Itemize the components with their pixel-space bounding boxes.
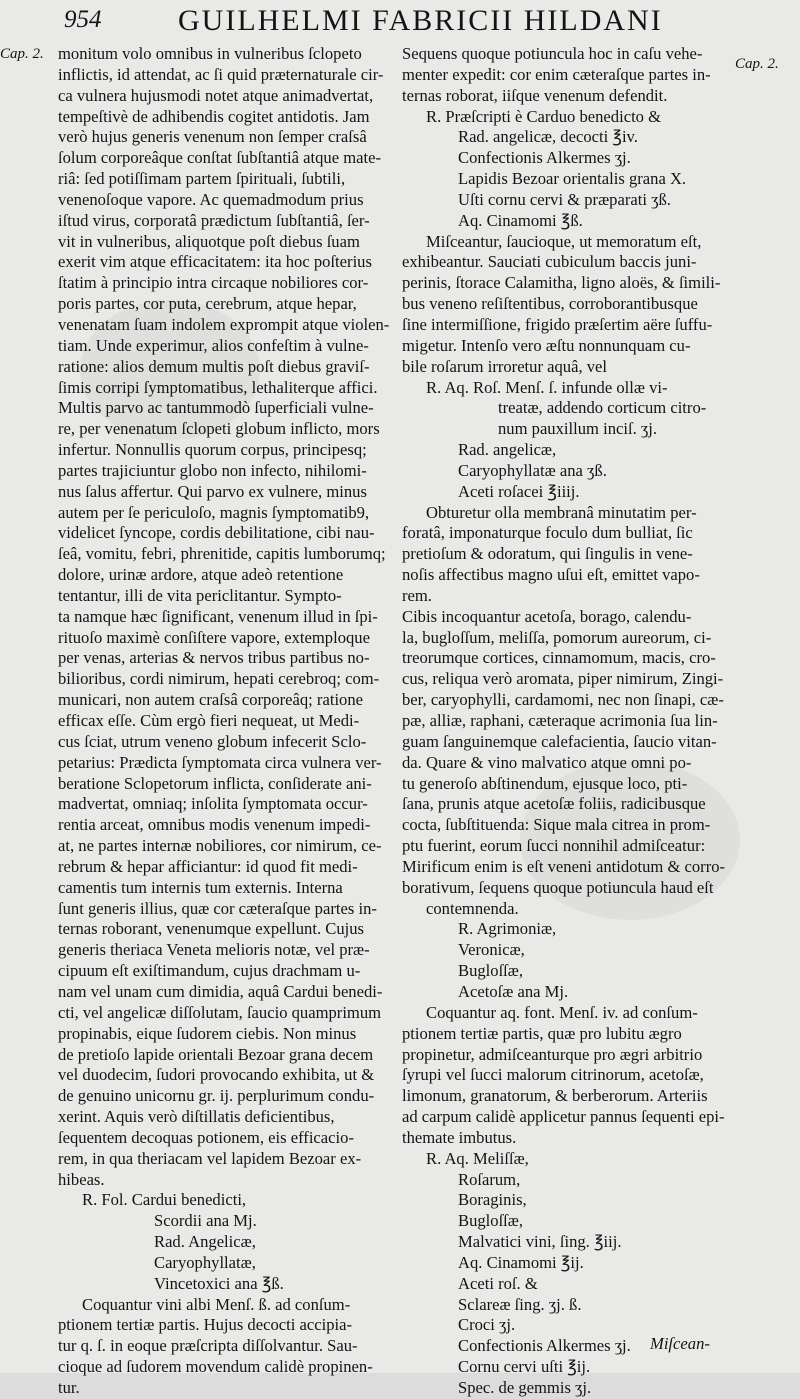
text-line: Aceti roſacei ℥iiij. xyxy=(458,481,580,501)
text-line: ta namque hæc ſignificant, venenum illud in ſpi- xyxy=(58,606,378,626)
text-line: Acetoſæ ana Mj. xyxy=(458,981,569,1001)
text-line: ſunt generis illius, quæ cor cæteraſque partes in- xyxy=(58,898,377,918)
text-line: Veronicæ, xyxy=(458,940,525,960)
text-line: Caryophyllatæ ana ʒß. xyxy=(458,460,607,480)
text-line: monitum volo omnibus in vulneribus ſclopeto xyxy=(58,44,362,63)
text-line: Bugloſſæ, xyxy=(458,1211,524,1231)
text-line: madvertat, omniaq; inſolita ſymptomata occur- xyxy=(58,794,368,814)
text-line: Cibis incoquantur acetoſa, borago, calendu- xyxy=(402,606,692,626)
text-line: perinis, ſtorace Calamitha, ligno aloës, & ſimili- xyxy=(402,273,721,293)
text-line: de pretioſo lapide orientali Bezoar grana decem xyxy=(58,1044,374,1064)
text-line: ſequentem decoquas potionem, eis efficacio- xyxy=(58,1127,354,1147)
text-line: cocta, ſubſtituenda: Sique mala citrea in prom- xyxy=(402,815,711,835)
text-line: Sclareæ ſing. ʒj. ß. xyxy=(458,1294,582,1314)
text-line: generis theriaca Veneta melioris notæ, vel præ- xyxy=(58,940,370,960)
text-line: ſine intermiſſione, frigido præſertim aëre ſuffu- xyxy=(402,314,713,334)
text-line: ſana, prunis atque acetoſæ foliis, radicibusque xyxy=(402,794,706,814)
text-line: R. Fol. Cardui benedicti, xyxy=(82,1190,247,1210)
page-header xyxy=(0,4,800,44)
text-line: hibeas. xyxy=(58,1169,105,1189)
text-line: re, per venenatum ſclopeti globum inflicto, mors xyxy=(58,419,380,439)
text-line: exhibeantur. Sauciati cubiculum baccis juni- xyxy=(402,252,697,272)
text-line: Confectionis Alkermes ʒj. xyxy=(458,148,631,168)
text-line: cus, reliqua verò aromata, piper nimirum, Zingi- xyxy=(402,669,724,689)
text-line: Miſceantur, ſaucioque, ut memoratum eſt, xyxy=(426,231,702,251)
text-line: rituoſo maximè conſiſtere vapore, extemploque xyxy=(58,627,370,647)
text-line: ptu fuerint, eorum ſucci nonnihil admiſceatur: xyxy=(402,836,706,856)
text-line: cus ſciat, utrum veneno globum infecerit Sclo- xyxy=(58,731,367,751)
text-line: Rad. angelicæ, xyxy=(458,440,557,460)
text-line: pretioſum & odoratum, qui ſingulis in vene- xyxy=(402,544,693,564)
text-line: Aq. Cinamomi ℥ij. xyxy=(458,1252,584,1272)
text-line: treatæ, addendo corticum citro- xyxy=(498,398,707,418)
text-line: Rad. Angelicæ, xyxy=(154,1232,256,1252)
text-line: borativum, ſequens quoque potiuncula haud eſt xyxy=(402,877,714,897)
text-line: de genuino unicornu gr. ij. perplurimum condu- xyxy=(58,1086,375,1106)
margin-note-left: Cap. 2. xyxy=(0,46,44,62)
text-line: Croci ʒj. xyxy=(458,1315,516,1335)
text-line: riâ: ſed potiſſimam partem ſpirituali, ſubtili, xyxy=(58,169,346,189)
text-line: vel duodecim, ſudori provocando exhibita, ut & xyxy=(58,1065,375,1085)
text-line: Roſarum, xyxy=(458,1169,521,1189)
text-line: cipuum eſt exiſtimandum, cujus drachmam u- xyxy=(58,961,361,981)
text-line: bus veneno reſiſtentibus, corroborantibusque xyxy=(402,294,698,314)
text-line: bilioribus, cordi nimirum, hepati cerebroq; com- xyxy=(58,669,380,689)
text-line: R. Aq. Roſ. Menſ. ſ. infunde ollæ vi- xyxy=(426,377,668,397)
text-line: ptionem tertiæ partis, quæ pro lubitu ægro xyxy=(402,1023,682,1043)
page-number: 954 xyxy=(64,6,102,33)
text-line: num pauxillum inciſ. ʒj. xyxy=(498,419,658,439)
text-line: Lapidis Bezoar orientalis grana X. xyxy=(458,169,687,189)
text-line: tentantur, illi de vita periclitantur. Sympto- xyxy=(58,585,342,605)
text-line: ternas roborant, venenumque expellunt. Cujus xyxy=(58,919,364,939)
text-line: autem per ſe periculoſo, magnis ſymptomatib9, xyxy=(58,502,370,522)
text-line: infertur. Nonnullis quorum corpus, principesq; xyxy=(58,440,367,460)
text-line: Aq. Cinamomi ℥ß. xyxy=(458,210,583,230)
text-line: themate imbutus. xyxy=(402,1127,517,1147)
catchword: Miſcean- xyxy=(650,1334,710,1353)
text-line: inflictis, id attendat, ac ſi quid præternaturale cir- xyxy=(58,64,384,84)
text-line: ber, caryophylli, cardamomi, nec non ſinapi, cæ- xyxy=(402,690,724,710)
text-line: Boraginis, xyxy=(458,1190,527,1210)
text-line: Obturetur olla membranâ minutatim per- xyxy=(426,502,697,522)
text-line: tur q. ſ. in eoque præſcripta diſſolvantur. Sau- xyxy=(58,1336,358,1356)
text-line: nam vel unam cum dimidia, aquâ Cardui benedi- xyxy=(58,981,383,1001)
text-line: cti, vel angelicæ diſſolutam, ſaucio quamprimum xyxy=(58,1002,382,1022)
text-line: rebrum & hepar afficiantur: id quod fit medi- xyxy=(58,856,358,876)
text-line: petarius: Prædicta ſymptomata circa vulnera ver- xyxy=(58,752,382,772)
text-line: ratione: alios demum multis poſt diebus graviſ- xyxy=(58,356,370,376)
text-line: venenoſoque vapore. Ac quemadmodum prius xyxy=(58,189,364,209)
text-line: venenatam ſuam indolem exprompit atque violen- xyxy=(58,314,390,334)
text-line: rentia arceat, omnibus modis venenum impedi- xyxy=(58,815,371,835)
text-line: treorumque cortices, cinnamomum, macis, cro- xyxy=(402,648,716,668)
right-text-column xyxy=(402,44,730,1399)
text-line: partes trajiciuntur globo non infecto, nihilomi- xyxy=(58,460,367,480)
running-title: GUILHELMI FABRICII HILDANI xyxy=(178,4,663,37)
text-line: pæ, alliæ, raphani, cæteraque acrimonia ſua lin- xyxy=(402,711,718,730)
text-line: municari, non autem craſsâ corporeâq; ratione xyxy=(58,690,364,710)
text-line: Vincetoxici ana ℥ß. xyxy=(154,1273,284,1293)
text-line: ſolum corporeâque conſtat ſubſtantiâ atque mate- xyxy=(58,148,381,168)
text-line: propinetur, admiſceanturque pro ægri arbitrio xyxy=(402,1044,703,1064)
text-line: Sequens quoque potiuncula hoc in caſu vehe- xyxy=(402,44,703,63)
text-line: la, bugloſſum, meliſſa, pomorum aureorum, ci- xyxy=(402,627,712,647)
text-line: guam ſanguinemque calefacientia, ſaucio vitan- xyxy=(402,731,717,751)
text-line: rem, in qua theriacam vel lapidem Bezoar ex- xyxy=(58,1148,362,1168)
text-line: beratione Sclopetorum inflicta, conſiderate ani- xyxy=(58,773,372,793)
text-line: efficax eſſe. Cùm ergò fieri nequeat, ut Medi- xyxy=(58,711,360,730)
text-line: tiam. Unde experimur, alios confeſtim à vulne- xyxy=(58,335,369,355)
text-line: Rad. angelicæ, decocti ℥iv. xyxy=(458,127,638,147)
text-line: bile roſarum irroretur aquâ, vel xyxy=(402,356,608,376)
text-line: poris partes, cor puta, cerebrum, atque hepar, xyxy=(58,294,357,314)
left-text-column xyxy=(58,44,393,1399)
text-line: Uſti cornu cervi & præparati ʒß. xyxy=(458,189,671,209)
text-line: R. Aq. Meliſſæ, xyxy=(426,1148,529,1168)
text-line: Coquantur aq. font. Menſ. iv. ad conſum- xyxy=(426,1002,698,1022)
text-line: propinabis, eique ſudorem ciebis. Non minus xyxy=(58,1023,357,1043)
text-line: R. Præſcripti è Carduo benedicto & xyxy=(426,106,662,126)
text-line: Spec. de gemmis ʒj. xyxy=(458,1378,592,1397)
text-line: vit in vulneribus, aliquotque poſt diebus ſuam xyxy=(58,231,360,251)
text-line: ſyrupi vel ſucci malorum citrinorum, acetoſæ, xyxy=(402,1065,704,1085)
text-line: exerit vim atque efficacitatem: ita hoc poſterius xyxy=(58,252,372,272)
text-line: Caryophyllatæ, xyxy=(154,1252,256,1272)
text-line: at, ne partes internæ nobiliores, cor nimirum, ce- xyxy=(58,836,382,856)
text-line: ſeâ, vomitu, febri, phrenitide, capitis lumborumq; xyxy=(58,544,386,564)
text-line: da. Quare & vino malvatico atque omni po- xyxy=(402,752,692,772)
text-line: noſis affectibus magno uſui eſt, emittet vapo- xyxy=(402,565,700,585)
text-line: cioque ad ſudorem movendum calidè propinen- xyxy=(58,1357,373,1377)
text-line: ptionem tertiæ partis. Hujus decocti accipia- xyxy=(58,1315,352,1335)
text-line: videlicet ſyncope, cordis debilitatione, cibi nau- xyxy=(58,523,375,543)
text-line: Mirificum enim is eſt veneni antidotum & corro- xyxy=(402,856,726,876)
text-line: Multis parvo ac tantummodò ſuperficiali vulne- xyxy=(58,398,374,418)
text-line: tu generoſo abſtinendum, ejusque loco, pti- xyxy=(402,773,688,793)
text-line: Coquantur vini albi Menſ. ß. ad conſum- xyxy=(82,1294,351,1314)
text-line: rem. xyxy=(402,585,432,605)
text-line: migetur. Intenſo vero æſtu nonnunquam cu- xyxy=(402,335,691,355)
text-line: verò hujus generis venenum non ſemper craſsâ xyxy=(58,127,367,147)
text-line: ad carpum calidè applicetur pannus ſequenti epi- xyxy=(402,1107,725,1127)
text-line: contemnenda. xyxy=(426,898,519,918)
text-line: ſimis corripi ſymptomatibus, lethaliterque affici. xyxy=(58,377,378,397)
text-line: dolore, urinæ ardore, atque adeò retentione xyxy=(58,565,344,585)
text-line: Confectionis Alkermes ʒj. xyxy=(458,1336,631,1356)
text-line: Malvatici vini, ſing. ℥iij. xyxy=(458,1232,622,1252)
text-line: R. Agrimoniæ, xyxy=(458,919,557,939)
margin-note-right: Cap. 2. xyxy=(735,56,779,72)
text-line: foratâ, imponaturque foculo dum bulliat, ſic xyxy=(402,523,693,543)
text-line: xerint. Aquis verò diſtillatis deficientibus, xyxy=(58,1107,335,1127)
text-line: tur. xyxy=(58,1378,80,1397)
text-line: ſtatim à principio intra circaque nobiliores cor- xyxy=(58,273,369,293)
text-line: Cornu cervi uſti ℥ij. xyxy=(458,1357,591,1377)
text-line: limonum, granatorum, & berberorum. Arteriis xyxy=(402,1086,708,1106)
text-line: menter expedit: cor enim cæteraſque partes in- xyxy=(402,64,711,84)
text-line: Aceti roſ. & xyxy=(458,1273,538,1293)
text-line: nus ſalus affertur. Qui parvo ex vulnere, minus xyxy=(58,481,367,501)
text-line: iſtud virus, corporatâ prædictum ſubſtantiâ, ſer- xyxy=(58,210,370,230)
text-line: Scordii ana Mj. xyxy=(154,1211,257,1231)
text-line: per venas, arterias & nervos tribus partibus no- xyxy=(58,648,370,668)
text-line: ternas roborat, iiſque venenum defendit. xyxy=(402,85,668,105)
text-line: ca vulnera hujusmodi notet atque animadvertat, xyxy=(58,85,374,105)
text-line: Bugloſſæ, xyxy=(458,961,524,981)
text-line: tempeſtivè de adhibendis cogitet antidotis. Jam xyxy=(58,106,370,126)
text-line: camentis tum internis tum externis. Interna xyxy=(58,877,343,897)
